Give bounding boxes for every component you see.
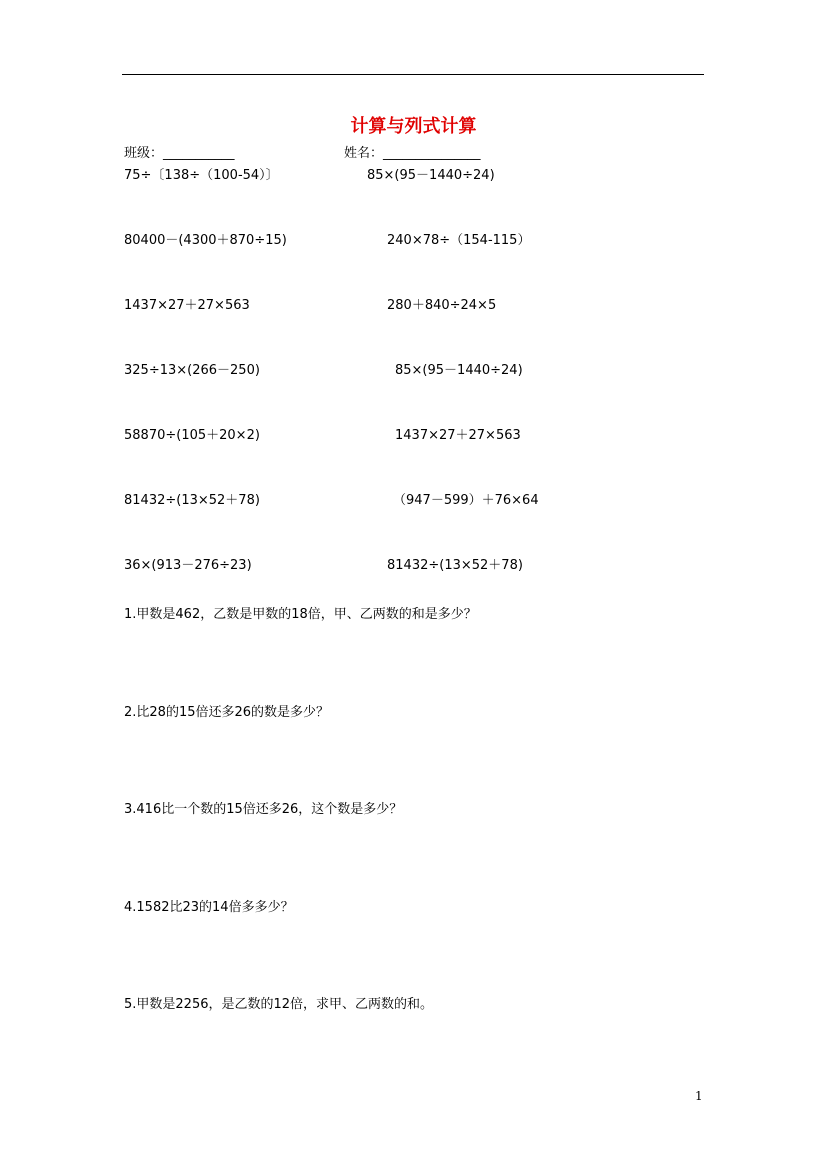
exercise-1-left: 75÷〔138÷（100-54）〕 <box>124 168 279 183</box>
question-4: 4.1582比23的14倍多多少？ <box>124 900 294 915</box>
exercise-7-left: 36×(913－276÷23) <box>124 558 252 573</box>
page-title: 计算与列式计算 <box>350 116 477 137</box>
exercise-6-right: （947－599）＋76×64 <box>393 493 539 508</box>
question-5: 5.甲数是2256，是乙数的12倍，求甲、乙两数的和。 <box>124 997 434 1012</box>
exercise-5-left: 58870÷(105＋20×2) <box>124 428 260 443</box>
name-field-label: 姓名：_______________ <box>344 146 481 161</box>
exercise-5-right: 1437×27＋27×563 <box>395 428 521 443</box>
exercise-4-left: 325÷13×(266－250) <box>124 363 260 378</box>
exercise-6-left: 81432÷(13×52＋78) <box>124 493 260 508</box>
exercise-2-left: 80400－(4300＋870÷15) <box>124 233 287 248</box>
exercise-3-left: 1437×27＋27×563 <box>124 298 250 313</box>
exercise-4-right: 85×(95－1440÷24) <box>395 363 523 378</box>
exercise-2-right: 240×78÷（154-115） <box>387 233 531 248</box>
exercise-7-right: 81432÷(13×52＋78) <box>387 558 523 573</box>
question-1: 1.甲数是462，乙数是甲数的18倍，甲、乙两数的和是多少？ <box>124 607 477 622</box>
exercise-3-right: 280＋840÷24×5 <box>387 298 497 313</box>
exercise-1-right: 85×(95－1440÷24) <box>367 168 495 183</box>
question-3: 3.416比一个数的15倍还多26，这个数是多少？ <box>124 802 403 817</box>
header-rule <box>122 74 704 75</box>
question-2: 2.比28的15倍还多26的数是多少？ <box>124 705 330 720</box>
class-field-label: 班级：___________ <box>124 146 235 161</box>
page-number: 1 <box>695 1089 703 1103</box>
